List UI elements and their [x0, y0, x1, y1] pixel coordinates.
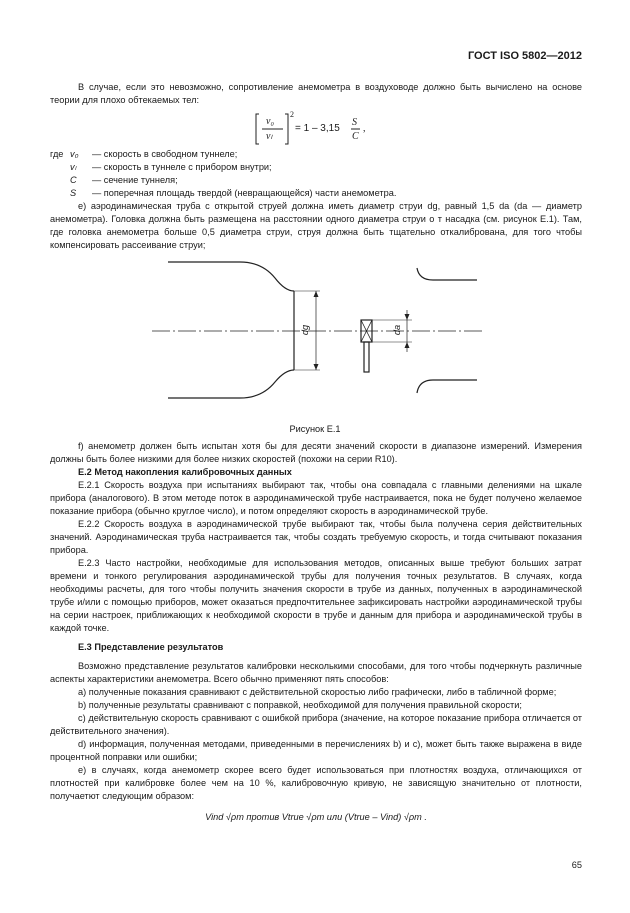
legend-text: — скорость в туннеле с прибором внутри;	[92, 162, 272, 172]
paragraph-f: f) анемометр должен быть испытан хотя бы для десяти значений скорости в диапазоне измерений. Измерения должны быть более низкими для более низких скоростей (похожи на серии R10).	[50, 441, 582, 464]
list-item-a: а) полученные показания сравнивают с действительной скоростью либо графически, либо в табличной форме;	[78, 687, 557, 697]
nozzle-top-contour	[168, 262, 294, 291]
legend-symbol: C	[70, 175, 77, 185]
legend-prefix: где	[50, 149, 64, 159]
formula-density: Vind √ρm против Vtrue √ρm или (Vtrue – Vind) √ρm .	[205, 812, 427, 822]
label-da: da	[392, 324, 403, 336]
legend-text: — сечение туннеля;	[92, 175, 178, 185]
list-item-d: d) информация, полученная методами, приведенными в перечислениях b) и с), может быть также выражена в виде процентной поправки или ошибки;	[50, 739, 582, 762]
legend-symbol: S	[70, 188, 77, 198]
formula-denominator: vₗ	[266, 131, 273, 142]
section-e2	[50, 440, 582, 824]
paragraph-e23: Е.2.3 Часто настройки, необходимые для использования методов, описанных выше требуют больших затрат времени и тонкого регулирования аэродинамической трубы для получения точных результатов. В случаях, когда необходимы расчеты, для того чтобы получить значения скорости в трубе из данных, полученных в аэродинамической трубе и/или с помощью приборов, может оказаться предпочтительнее зафиксировать настройки аэродинамической трубы на серии настроек, приближающих к необходимой скорости в трубе и данным для прибора и аэродинамической трубы в каждой точке.	[50, 558, 582, 633]
list-item-c: с) действительную скорость сравнивают с ошибкой прибора (значение, на которое показание прибора отличается от действительного значения).	[50, 713, 582, 736]
legend-symbol: v₀	[70, 149, 79, 159]
paragraph-e21: Е.2.1 Скорость воздуха при испытаниях выбирают так, чтобы она совпадала с главными делениями на шкале прибора (аналогового). В этом методе поток в аэродинамической трубе настраивается, пока не будет получено желаемое показание прибора (обычно круглое число), и потом определяют скорость в аэродинамической трубе.	[50, 480, 582, 516]
paragraph-text: В случае, если это невозможно, сопротивление анемометра в воздуховоде должно быть вычислено на основе теории для плохо обтекаемых тел:	[50, 82, 582, 105]
paragraph-e3: Возможно представление результатов калибровки несколькими способами, для того чтобы подчеркнуть различные аспекты характеристики анемометра. Всего обычно применяют пять способов:	[50, 661, 582, 684]
receiver-top	[417, 268, 477, 280]
figure-caption: Рисунок Е.1	[289, 424, 341, 434]
formula-fraction-denominator: C	[352, 131, 359, 142]
formula-numerator: v₀	[266, 116, 274, 127]
paragraph-e22: Е.2.2 Скорость воздуха в аэродинамической трубе выбирают так, чтобы была получена серия действительных значений. Аэродинамическая труба настраивается так, чтобы создать требуемую скорость, и тогда считывают показания прибора.	[50, 519, 582, 555]
paragraph-e: е) аэродинамическая труба с открытой струей должна иметь диаметр струи dg, равный 1,5 da (da — диаметр анемометра). Головка должна быть размещена на расстоянии одного диаметра струи о т насадка (см. рисунок Е.1). Там, где головка анемометра больше 0,5 диаметра струи, струя должна быть тщательно откалибрована, для того чтобы компенсировать рассеивание струи;	[50, 201, 582, 250]
figure-e1	[0, 0, 630, 420]
legend-text: — скорость в свободном туннеле;	[92, 149, 238, 159]
legend-text: — поперечная площадь твердой (невращающейся) части анемометра.	[92, 188, 397, 198]
formula-rhs: = 1 – 3,15	[295, 123, 340, 134]
heading-e3: Е.3 Представление результатов	[78, 642, 224, 652]
heading-e2: Е.2 Метод накопления калибровочных данных	[78, 467, 292, 477]
legend-symbol: vₗ	[70, 162, 77, 172]
label-dg: dg	[300, 324, 311, 336]
page-number: 65	[571, 860, 582, 870]
anemometer-stem	[364, 342, 369, 372]
receiver-bottom	[417, 380, 477, 393]
formula-fraction-numerator: S	[352, 117, 357, 128]
list-item-e: е) в случаях, когда анемометр скорее всего будет использоваться при плотностях воздуха, отличающихся от плотностей при калибровке более чем на 10 %, калибровочную кривую, не зависящую значительно от плотности, получаетют следующим образом:	[50, 765, 582, 801]
document-header: ГОСТ ISO 5802—2012	[467, 50, 582, 62]
list-item-b: b) полученные результаты сравнивают с поправкой, необходимой для получения правильной скорости;	[78, 700, 522, 710]
formula-exponent: 2	[290, 110, 294, 119]
nozzle-bottom-contour	[168, 370, 294, 398]
formula-end: ,	[363, 123, 366, 134]
